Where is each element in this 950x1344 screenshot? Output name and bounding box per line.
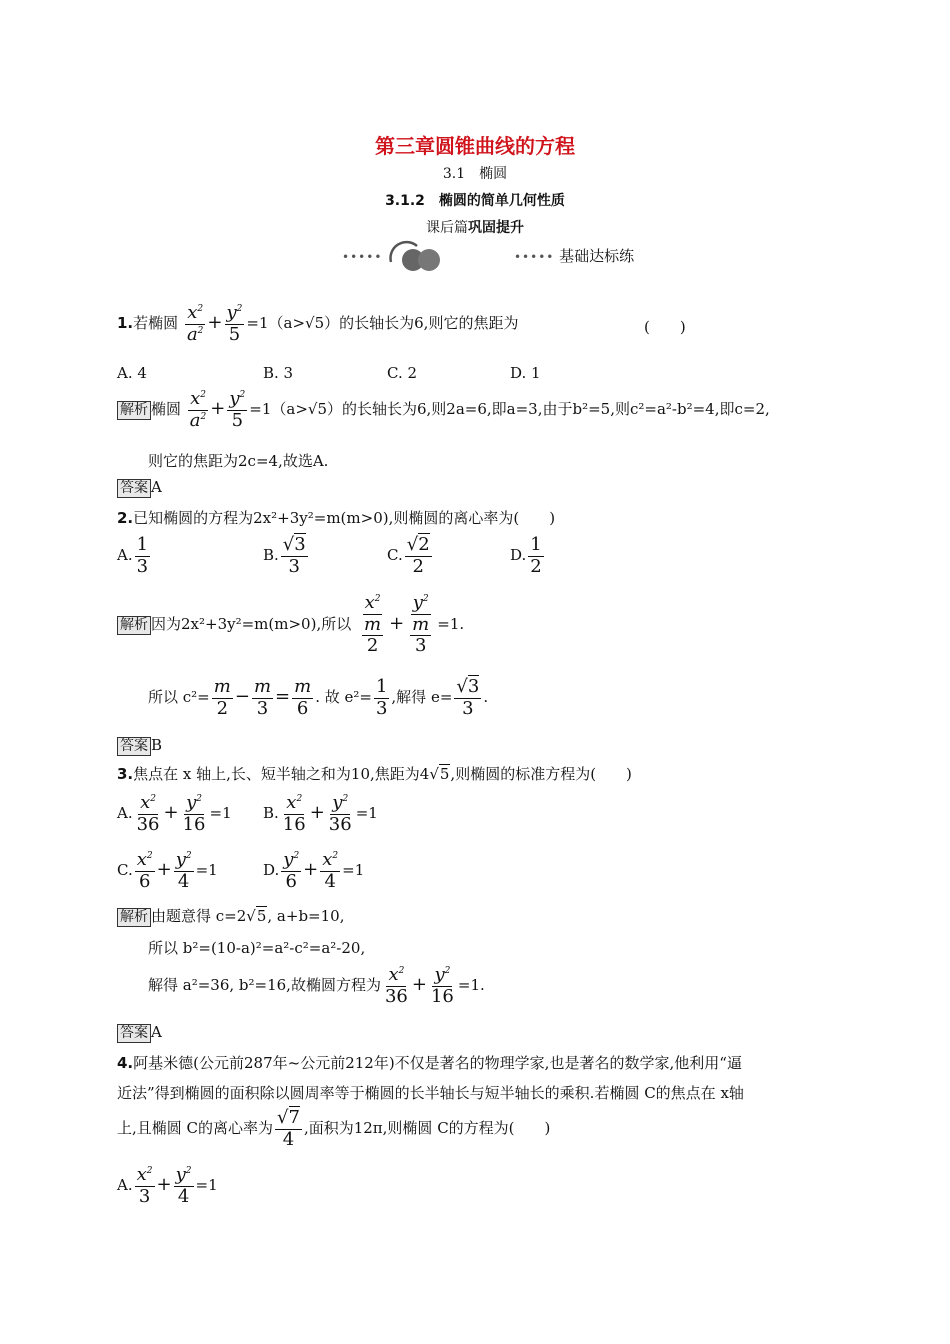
dots-left: •••••	[342, 250, 383, 264]
dots-right: •••••	[513, 250, 555, 264]
q3-option-a: A. $\frac{x^2}{36}$ + $\frac{y^2}{16}$ =1	[117, 792, 232, 835]
q1-analysis: 解析 椭圆 $\frac{x^2}{a^2}$ + $\frac{y^2}{5}$ =1（a>√5）的长轴长为6,则2a=6,即a=3,由于b²=5,则c²=a²-b²=4,即c=2,	[117, 389, 770, 431]
q2-option-d: D. $\frac{1}{2}$	[510, 534, 542, 577]
q1-stem: 1.若椭圆 $\frac{x^2}{a^2}$ + $\frac{y^2}{5}$ =1（a>√5）的长轴长为6,则它的焦距为	[117, 302, 519, 345]
q4-line3: 上,且椭圆 C的离心率为 $\frac{√7}{4}$ ,面积为12π,则椭圆 C的方程为( )	[117, 1107, 551, 1150]
level-label: 基础达标练	[559, 247, 635, 265]
section-title: 3.1 椭圆	[442, 166, 508, 182]
q1-answer: 答案 A	[117, 478, 162, 498]
banner-logo-icon	[387, 240, 449, 274]
q1-blank: ( )	[644, 318, 686, 336]
chapter-title: 第三章圆锥曲线的方程	[375, 134, 575, 158]
q2-option-c: C. $\frac{√2}{2}$	[387, 534, 430, 577]
q2-analysis-line2: 所以 c²= $\frac{m}{2}$ − $\frac{m}{3}$ = $\frac{m}{6}$ . 故 e²= $\frac{1}{3}$ ,解得 e= $\frac{√3}{3}$ .	[148, 676, 489, 719]
q2-analysis: 解析 因为2x²+3y²=m(m>0),所以 $\frac{x^2}{\frac{m}{2}}$ + $\frac{y^2}{\frac{m}{3}}$ =1.	[117, 593, 464, 657]
q3-analysis: 解析 由题意得 c=2√5, a+b=10,	[117, 905, 344, 927]
q1-option-c: C. 2	[387, 364, 418, 382]
q1-analysis-line2: 则它的焦距为2c=4,故选A.	[148, 452, 329, 470]
q4-option-a: A. $\frac{x^2}{3}$ + $\frac{y^2}{4}$ =1	[117, 1164, 218, 1207]
q3-analysis-line2: 所以 b²=(10-a)²=a²-c²=a²-20,	[148, 939, 366, 957]
q2-option-a: A. $\frac{1}{3}$	[117, 534, 149, 577]
subsection-title: 3.1.2 椭圆的简单几何性质	[385, 193, 565, 209]
q3-answer: 答案 A	[117, 1023, 162, 1043]
q2-option-b: B. $\frac{√3}{3}$	[263, 534, 306, 577]
exercise-heading: 课后篇巩固提升	[426, 220, 524, 236]
analysis-tag: 解析	[117, 401, 151, 420]
q1-option-a: A. 4	[117, 364, 147, 382]
q2-answer: 答案 B	[117, 736, 162, 756]
q4-line1: 4.阿基米德(公元前287年~公元前212年)不仅是著名的物理学家,也是著名的数学家,他利用“逼	[117, 1054, 742, 1072]
q3-stem: 3.焦点在 x 轴上,长、短半轴之和为10,焦距为4√5,则椭圆的标准方程为( )	[117, 765, 632, 783]
level-banner	[342, 240, 634, 274]
q4-line2: 近法”得到椭圆的面积除以圆周率等于椭圆的长半轴长与短半轴长的乘积.若椭圆 C的焦点在 x轴	[117, 1084, 744, 1102]
q3-option-b: B. $\frac{x^2}{16}$ + $\frac{y^2}{36}$ =1	[263, 792, 378, 835]
q1-option-d: D. 1	[510, 364, 541, 382]
q3-option-d: D. $\frac{y^2}{6}$ + $\frac{x^2}{4}$ =1	[263, 849, 365, 892]
q3-analysis-line3: 解得 a²=36, b²=16,故椭圆方程为 $\frac{x^2}{36}$ + $\frac{y^2}{16}$ =1.	[148, 964, 485, 1007]
q1-option-b: B. 3	[263, 364, 294, 382]
q3-option-c: C. $\frac{x^2}{6}$ + $\frac{y^2}{4}$ =1	[117, 849, 218, 892]
q2-stem: 2.已知椭圆的方程为2x²+3y²=m(m>0),则椭圆的离心率为( )	[117, 509, 556, 527]
